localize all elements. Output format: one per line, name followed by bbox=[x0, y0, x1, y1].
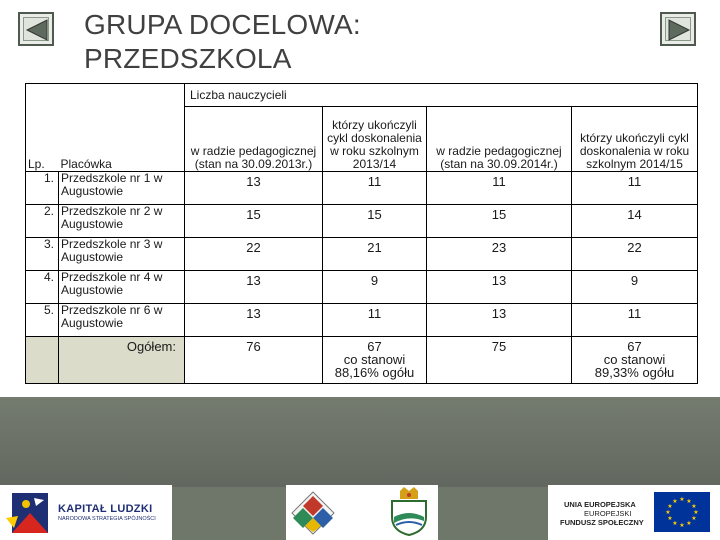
total-uk14 bbox=[572, 337, 698, 384]
row-name: Przedszkole nr 4 w Augustowie bbox=[59, 271, 185, 304]
header-rp-2013: w radzie pedagogicznej (stan na 30.09.2013r.) bbox=[185, 107, 323, 172]
total-uk13-value: 67 bbox=[367, 339, 382, 354]
footer-band-gradient bbox=[0, 397, 720, 487]
row-lp: 2. bbox=[26, 205, 59, 238]
header-liczba-nauczycieli: Liczba nauczycieli bbox=[185, 84, 698, 107]
row-lp: 4. bbox=[26, 271, 59, 304]
slide-title-line1: GRUPA DOCELOWA: bbox=[84, 9, 361, 40]
svg-text:★: ★ bbox=[672, 498, 678, 505]
row-rp13: 13 bbox=[185, 304, 323, 337]
row-rp13: 13 bbox=[185, 271, 323, 304]
row-uk13: 15 bbox=[323, 205, 427, 238]
table-row bbox=[26, 238, 698, 271]
table-row bbox=[26, 205, 698, 238]
row-uk14: 11 bbox=[572, 172, 698, 205]
eu-subtitle: EUROPEJSKI bbox=[584, 509, 632, 518]
header-ukonczyli-2014: którzy ukończyli cykl doskonalenia w roku szkolnym 2014/15 bbox=[572, 107, 698, 172]
row-uk13: 11 bbox=[323, 172, 427, 205]
row-name: Przedszkole nr 6 w Augustowie bbox=[59, 304, 185, 337]
total-label: Ogółem: bbox=[59, 337, 185, 384]
total-uk13 bbox=[323, 337, 427, 384]
slide-title bbox=[84, 8, 604, 76]
svg-text:★: ★ bbox=[667, 515, 673, 522]
svg-text:★: ★ bbox=[667, 503, 673, 510]
teachers-table bbox=[25, 83, 697, 384]
previous-slide-button[interactable] bbox=[18, 12, 54, 46]
row-uk14: 22 bbox=[572, 238, 698, 271]
svg-text:★: ★ bbox=[679, 522, 685, 529]
total-uk13-percent: 88,16% ogółu bbox=[334, 365, 415, 380]
kapital-ludzki-subtitle: NARODOWA STRATEGIA SPÓJNOŚCI bbox=[58, 516, 156, 522]
school-emblem-icon bbox=[290, 490, 336, 536]
row-lp: 5. bbox=[26, 304, 59, 337]
total-rp13: 76 bbox=[185, 337, 323, 384]
triangle-right-icon bbox=[667, 19, 691, 41]
row-rp13: 13 bbox=[185, 172, 323, 205]
row-uk13: 21 bbox=[323, 238, 427, 271]
total-uk14-note: co stanowi bbox=[603, 352, 666, 367]
triangle-left-icon bbox=[25, 19, 49, 41]
total-uk14-value: 67 bbox=[627, 339, 642, 354]
table-total-row bbox=[26, 337, 698, 384]
row-uk13: 9 bbox=[323, 271, 427, 304]
row-uk14: 14 bbox=[572, 205, 698, 238]
svg-text:★: ★ bbox=[691, 503, 697, 510]
row-rp14: 13 bbox=[427, 304, 572, 337]
augustow-coat-of-arms-icon bbox=[386, 487, 432, 537]
header-lp: Lp. bbox=[26, 84, 59, 172]
next-slide-button[interactable] bbox=[660, 12, 696, 46]
slide-title-line2: PRZEDSZKOLA bbox=[84, 43, 292, 74]
row-name: Przedszkole nr 2 w Augustowie bbox=[59, 205, 185, 238]
svg-text:★: ★ bbox=[693, 509, 699, 516]
kapital-ludzki-logo bbox=[0, 485, 172, 540]
row-rp14: 11 bbox=[427, 172, 572, 205]
header-rp-2014: w radzie pedagogicznej (stan na 30.09.2014r.) bbox=[427, 107, 572, 172]
svg-text:★: ★ bbox=[665, 509, 671, 516]
eu-title: UNIA EUROPEJSKA bbox=[564, 500, 636, 509]
svg-text:★: ★ bbox=[686, 498, 692, 505]
total-uk13-note: co stanowi bbox=[343, 352, 406, 367]
svg-text:★: ★ bbox=[672, 520, 678, 527]
svg-text:★: ★ bbox=[691, 515, 697, 522]
row-name: Przedszkole nr 1 w Augustowie bbox=[59, 172, 185, 205]
row-rp14: 13 bbox=[427, 271, 572, 304]
header-placowka: Placówka bbox=[59, 84, 185, 172]
row-uk14: 9 bbox=[572, 271, 698, 304]
row-lp: 3. bbox=[26, 238, 59, 271]
eu-logo bbox=[548, 485, 720, 540]
row-uk14: 11 bbox=[572, 304, 698, 337]
kapital-ludzki-emblem-icon bbox=[4, 488, 58, 538]
table-row bbox=[26, 304, 698, 337]
total-uk14-percent: 89,33% ogółu bbox=[594, 365, 675, 380]
row-rp14: 15 bbox=[427, 205, 572, 238]
row-rp13: 15 bbox=[185, 205, 323, 238]
row-uk13: 11 bbox=[323, 304, 427, 337]
total-lp-cell bbox=[26, 337, 59, 384]
table-row bbox=[26, 172, 698, 205]
svg-text:★: ★ bbox=[686, 520, 692, 527]
row-lp: 1. bbox=[26, 172, 59, 205]
row-rp13: 22 bbox=[185, 238, 323, 271]
header-ukonczyli-2013: którzy ukończyli cykl doskonalenia w roku szkolnym 2013/14 bbox=[323, 107, 427, 172]
eu-fund-name: FUNDUSZ SPOŁECZNY bbox=[560, 518, 644, 527]
eu-flag-icon bbox=[654, 492, 710, 532]
row-name: Przedszkole nr 3 w Augustowie bbox=[59, 238, 185, 271]
total-rp14: 75 bbox=[427, 337, 572, 384]
kapital-ludzki-title: KAPITAŁ LUDZKI bbox=[58, 503, 153, 515]
table-row bbox=[26, 271, 698, 304]
row-rp14: 23 bbox=[427, 238, 572, 271]
table-header-group-row bbox=[26, 84, 698, 107]
svg-text:★: ★ bbox=[679, 496, 685, 503]
partner-logos bbox=[286, 485, 438, 540]
